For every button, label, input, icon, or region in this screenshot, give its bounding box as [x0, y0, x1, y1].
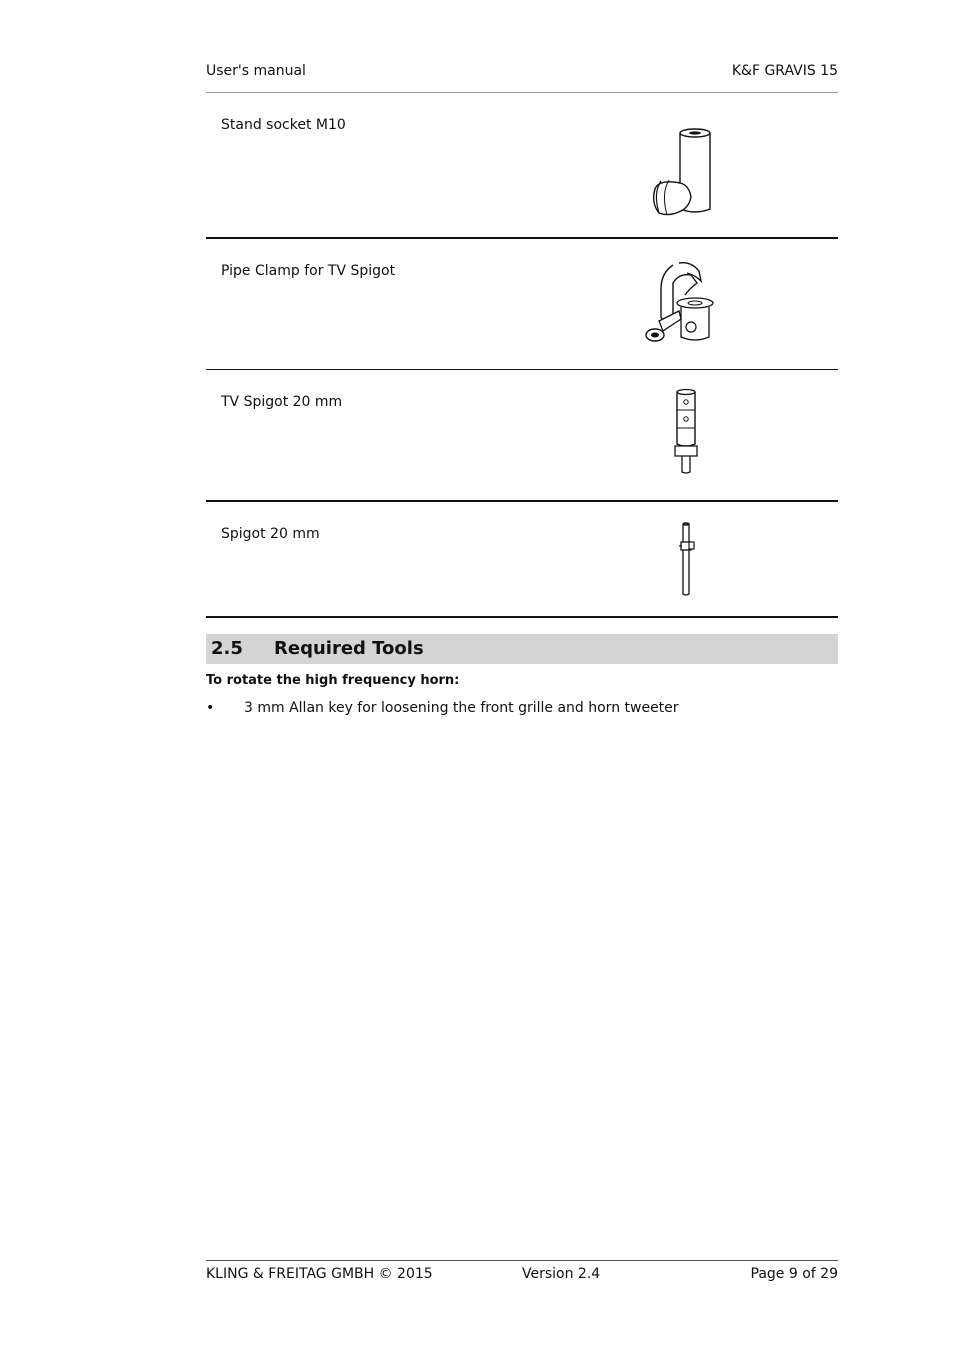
section-heading [206, 634, 838, 664]
footer-version: Version 2.4 [522, 1266, 601, 1282]
section-number: 2.5 [211, 638, 243, 659]
page-header [206, 60, 838, 93]
tools-intro: To rotate the high frequency horn: [206, 673, 460, 688]
footer-company: KLING & FREITAG GMBH © 2015 [206, 1266, 433, 1282]
spigot-icon [639, 520, 719, 600]
accessory-label: Stand socket M10 [221, 117, 346, 133]
accessory-label: TV Spigot 20 mm [221, 394, 343, 410]
header-product: K&F GRAVIS 15 [731, 63, 838, 79]
accessory-row-tv-spigot [206, 370, 838, 502]
bullet-icon: • [206, 700, 215, 716]
accessory-row-spigot [206, 502, 838, 618]
list-item-text: 3 mm Allan key for loosening the front grille and horn tweeter [244, 700, 679, 716]
section-title: Required Tools [274, 638, 424, 659]
accessory-label: Pipe Clamp for TV Spigot [221, 263, 396, 279]
tv-spigot-icon [639, 388, 719, 483]
accessory-row-pipe-clamp [206, 239, 838, 370]
header-doc-type: User's manual [206, 63, 306, 79]
accessory-row-stand-socket [206, 93, 838, 239]
accessory-table [206, 93, 838, 618]
stand-socket-icon [639, 123, 719, 223]
pipe-clamp-icon [639, 259, 719, 349]
accessory-label: Spigot 20 mm [221, 526, 320, 542]
page-footer [206, 1260, 838, 1282]
footer-page-number: Page 9 of 29 [750, 1266, 838, 1282]
